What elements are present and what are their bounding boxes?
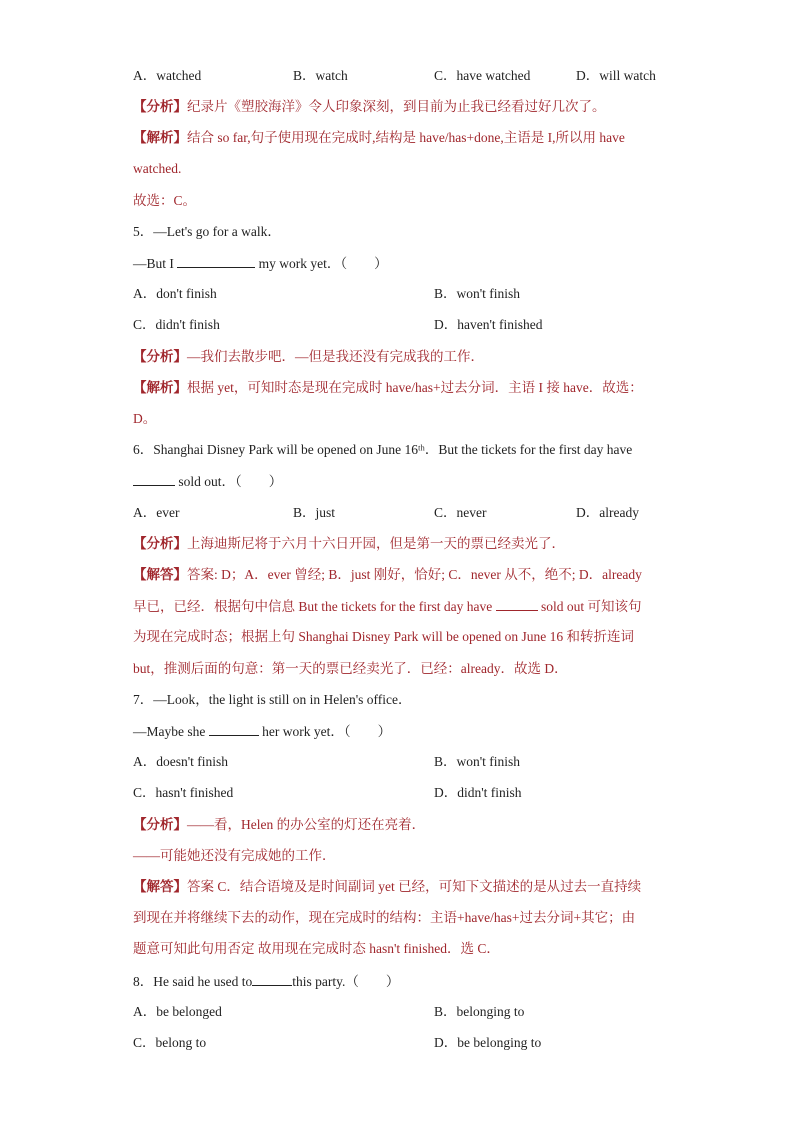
q5-option-d[interactable]: D．haven't finished [434, 317, 543, 332]
q7-blank[interactable] [209, 722, 259, 736]
q6-option-b[interactable]: B．just [293, 505, 336, 520]
q7-stem-part-1: —Maybe she [133, 724, 206, 739]
q7-stem-part-2: her work yet．（ ） [262, 724, 392, 739]
analysis-text: —我们去散步吧．—但是我还没有完成我的工作． [187, 349, 484, 364]
q5-option-c[interactable]: C．didn't finish [133, 317, 220, 332]
q4-explain-line-1 [133, 129, 674, 147]
answer-text-part-1: 早已，已经．根据句中信息 But the tickets for the first day have [133, 599, 493, 614]
q4-analysis [133, 98, 674, 116]
q6-analysis [133, 535, 674, 553]
q8-option-c[interactable]: C．belong to [133, 1035, 207, 1050]
explain-text: 结合 so far,句子使用现在完成时,结构是 have/has+done,主语是 I,所以用 have [187, 130, 625, 145]
q5-explain-line-1 [133, 379, 674, 397]
q4-option-b[interactable]: B．watch [293, 68, 348, 83]
analysis-tag: 【分析】 [133, 817, 187, 832]
q6-answer-line-2 [133, 597, 674, 616]
q8-option-b[interactable]: B．belonging to [434, 1004, 525, 1019]
explain-text: 根据 yet，可知时态是现在完成时 have/has+过去分词．主语 I 接 have．故选： [187, 380, 643, 395]
analysis-text: 纪录片《塑胶海洋》令人印象深刻，到目前为止我已经看过好几次了。 [187, 99, 606, 114]
analysis-tag: 【分析】 [133, 536, 187, 551]
q5-stem-line-2 [133, 254, 674, 273]
q7-option-b[interactable]: B．won't finish [434, 754, 521, 769]
q7-answer-line-2: 到现在并将继续下去的动作，现在完成时的结构：主语+have/has+过去分词+其它；由 [133, 910, 636, 925]
q4-explain-line-2: watched. [133, 161, 182, 176]
q7-option-c[interactable]: C．hasn't finished [133, 785, 234, 800]
answer-text: 答案: D；A．ever 曾经; B．just 刚好，恰好; C．never 从不，绝不; D．already [187, 567, 642, 582]
answer-text-part-2: sold out 可知该句 [540, 599, 642, 614]
q6-blank[interactable] [133, 472, 175, 486]
q5-blank[interactable] [177, 254, 255, 268]
q6-answer-blank [496, 597, 538, 611]
q7-analysis-line-1 [133, 816, 674, 834]
q6-answer-line-4: but，推测后面的句意：第一天的票已经卖光了．已经：already．故选 D． [133, 661, 568, 676]
analysis-tag: 【分析】 [133, 99, 187, 114]
explain-tag: 【解析】 [133, 130, 187, 145]
q5-option-b[interactable]: B．won't finish [434, 286, 521, 301]
q6-option-d[interactable]: D．already [576, 505, 639, 520]
q7-stem-line-2 [133, 722, 674, 741]
q6-stem-line-1: 6．Shanghai Disney Park will be opened on June 16ᵗʰ．But the tickets for the first day have [133, 442, 633, 457]
q5-stem-part-1: —But I [133, 256, 174, 271]
answer-tag: 【解答】 [133, 567, 187, 582]
q5-option-a[interactable]: A．don't finish [133, 286, 217, 301]
q8-blank[interactable] [252, 972, 292, 986]
q8-stem-part-1: 8．He said he used to [133, 974, 253, 989]
q7-option-a[interactable]: A．doesn't finish [133, 754, 229, 769]
q7-analysis-line-2: ——可能她还没有完成她的工作． [133, 848, 336, 863]
q8-option-d[interactable]: D．be belonging to [434, 1035, 542, 1050]
q7-stem-line-1: 7．—Look，the light is still on in Helen's office． [133, 692, 412, 707]
q7-option-d[interactable]: D．didn't finish [434, 785, 522, 800]
q5-analysis [133, 348, 674, 366]
q6-answer-line-3: 为现在完成时态；根据上句 Shanghai Disney Park will be opened on June 16 和转折连词 [133, 629, 634, 644]
q4-option-d[interactable]: D．will watch [576, 68, 656, 83]
answer-tag: 【解答】 [133, 879, 187, 894]
analysis-text: 上海迪斯尼将于六月十六日开园，但是第一天的票已经卖光了． [187, 536, 565, 551]
q8-option-a[interactable]: A．be belonged [133, 1004, 222, 1019]
q5-explain-line-2: D。 [133, 411, 157, 426]
q6-stem-part: sold out．（ ） [178, 474, 283, 489]
q7-answer-line-1 [133, 878, 674, 896]
analysis-tag: 【分析】 [133, 349, 187, 364]
q8-stem [133, 972, 674, 991]
q6-stem-line-2 [133, 472, 674, 491]
q4-option-a[interactable]: A．watched [133, 68, 202, 83]
q4-option-c[interactable]: C．have watched [434, 68, 531, 83]
q5-stem-line-1: 5．—Let's go for a walk． [133, 224, 281, 239]
q6-option-c[interactable]: C．never [434, 505, 487, 520]
q6-option-a[interactable]: A．ever [133, 505, 180, 520]
q8-stem-part-2: this party.（ ） [292, 974, 400, 989]
q5-stem-part-2: my work yet．（ ） [258, 256, 388, 271]
explain-tag: 【解析】 [133, 380, 187, 395]
q6-answer-line-1 [133, 566, 674, 584]
q7-answer-line-3: 题意可知此句用否定 故用现在完成时态 hasn't finished．选 C． [133, 941, 500, 956]
answer-text: 答案 C．结合语境及是时间副词 yet 已经，可知下文描述的是从过去一直持续 [187, 879, 642, 894]
analysis-text: ——看，Helen 的办公室的灯还在亮着． [187, 817, 426, 832]
q4-answer: 故选：C。 [133, 193, 197, 208]
